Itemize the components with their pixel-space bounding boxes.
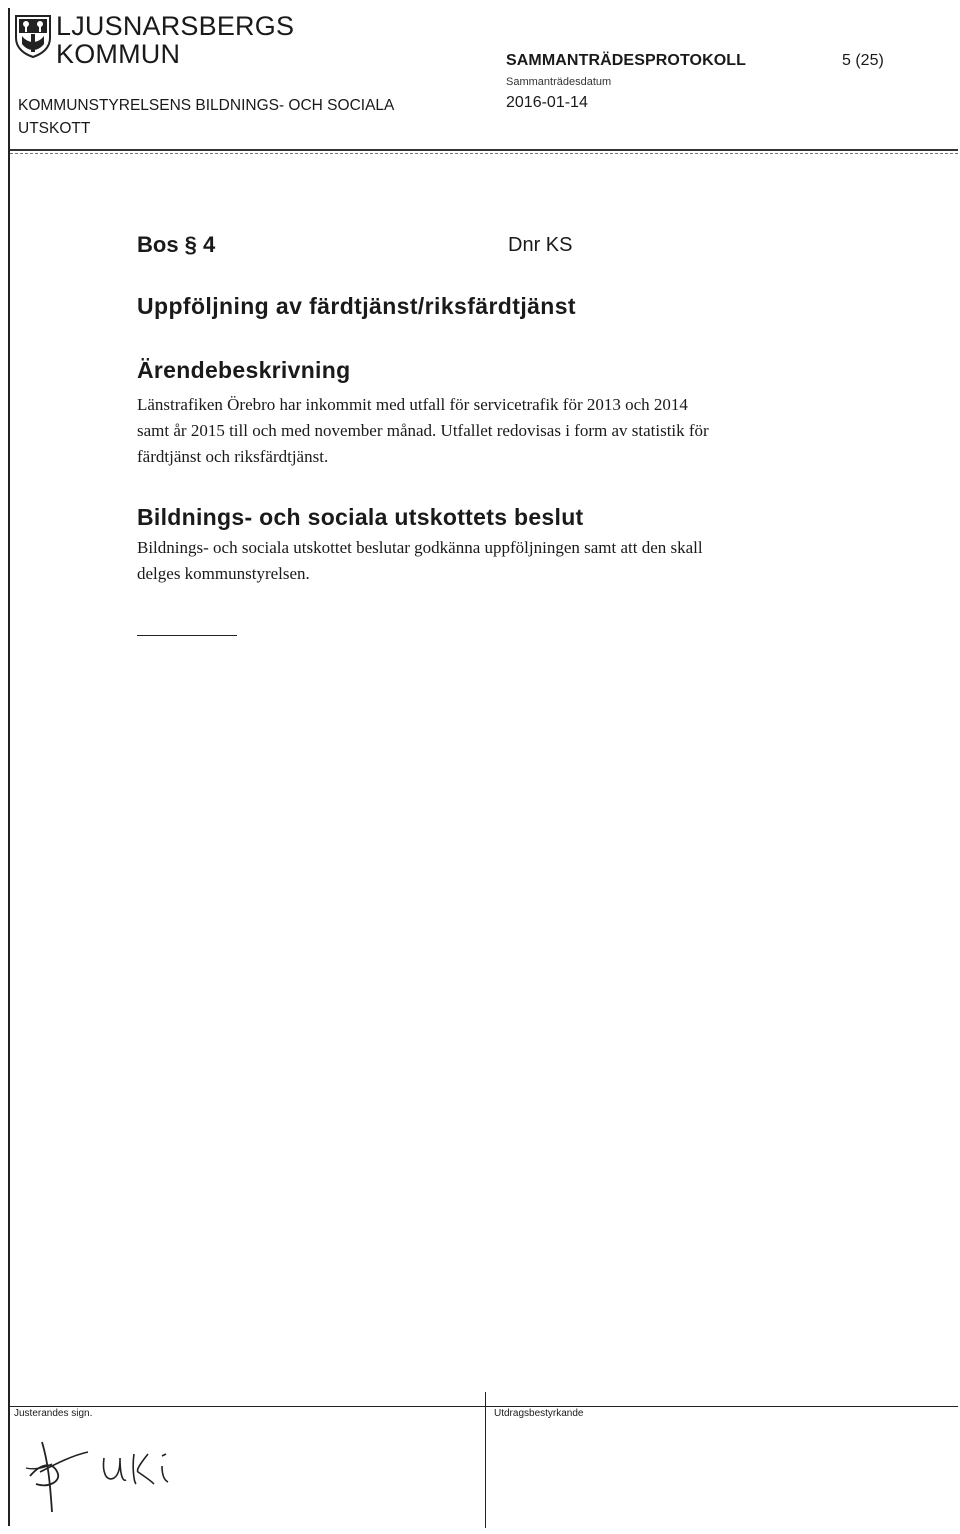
meeting-date: 2016-01-14 [506,94,588,111]
description-line: färdtjänst och riksfärdtjänst. [137,447,329,466]
description-paragraph [137,392,927,470]
committee-name [18,94,394,140]
adjuster-signature-label: Justerandes sign. [14,1408,93,1419]
page-number: 5 (25) [842,52,884,69]
org-name-line-2: KOMMUN [56,39,181,69]
footer-column-divider [485,1392,486,1528]
committee-line-2: UTSKOTT [18,120,91,137]
registration-number: Dnr KS [508,234,573,256]
header-divider [10,149,958,151]
description-line: samt år 2015 till och med november månad. Utfallet redovisas i form av statistik för [137,421,709,440]
end-of-item-rule [137,635,237,636]
section-number: Bos § 4 [137,232,216,257]
description-line: Länstrafiken Örebro har inkommit med utfall för servicetrafik för 2013 och 2014 [137,395,688,414]
decision-line: Bildnings- och sociala utskottet beslutar godkänna uppföljningen samt att den skall [137,538,703,557]
document-type: SAMMANTRÄDESPROTOKOLL [506,52,747,69]
org-name-line-1: LJUSNARSBERGS [56,11,295,41]
left-margin-rule [8,8,10,1526]
committee-line-1: KOMMUNSTYRELSENS BILDNINGS- OCH SOCIALA [18,97,395,114]
decision-line: delges kommunstyrelsen. [137,564,310,583]
item-title: Uppföljning av färdtjänst/riksfärdtjänst [137,293,576,319]
meeting-date-label: Sammanträdesdatum [506,76,612,88]
footer-divider [10,1406,958,1407]
decision-heading: Bildnings- och sociala utskottets beslut [137,504,584,530]
decision-paragraph [137,535,927,587]
extract-certification-label: Utdragsbestyrkande [494,1408,584,1419]
organization-name [56,12,294,68]
coat-of-arms-icon [14,14,52,58]
description-heading: Ärendebeskrivning [137,357,351,383]
header-divider-secondary [10,153,958,154]
handwritten-signature [22,1432,212,1517]
